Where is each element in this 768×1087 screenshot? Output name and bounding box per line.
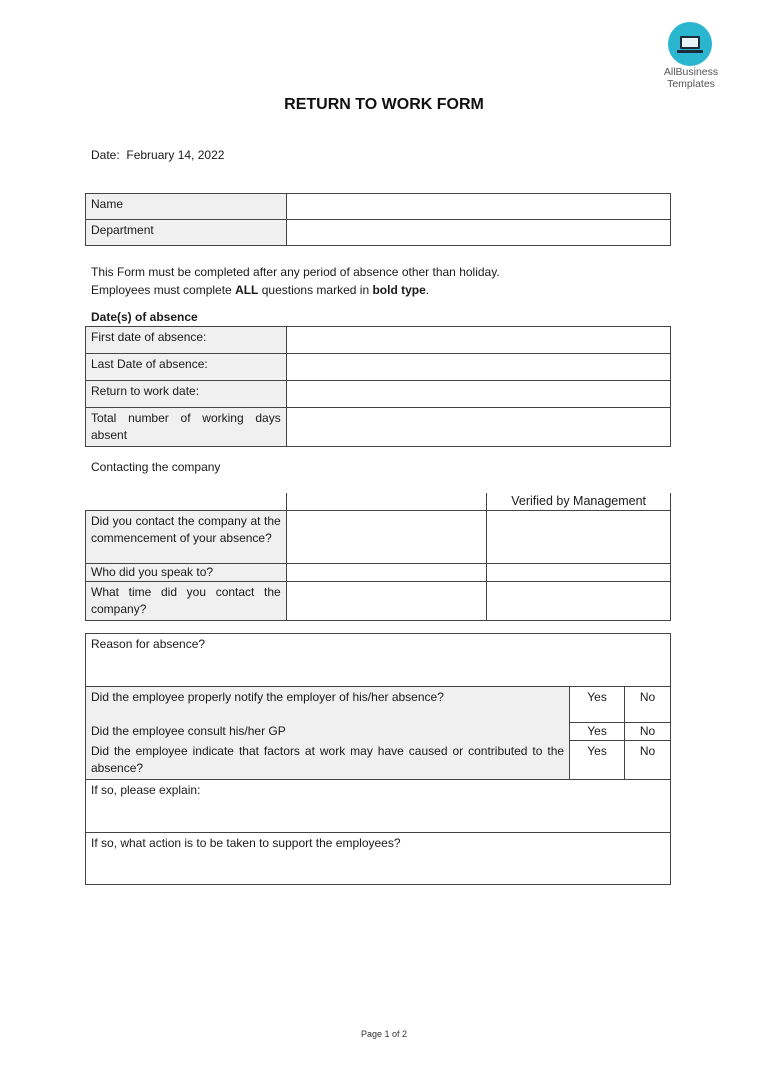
notify-yes[interactable]: Yes <box>570 687 625 723</box>
contact-q2-field[interactable] <box>286 564 487 582</box>
instructions-bold-all: ALL <box>235 283 259 297</box>
contact-q2-label: Who did you speak to? <box>86 564 287 582</box>
date-line <box>91 148 224 162</box>
notify-no[interactable]: No <box>625 687 671 723</box>
absence-heading: Date(s) of absence <box>91 310 198 324</box>
laptop-icon <box>668 22 712 66</box>
instructions-post: . <box>425 283 430 297</box>
verified-header: Verified by Management <box>487 493 671 511</box>
contact-q1-verified[interactable] <box>487 511 671 564</box>
reason-table <box>85 633 671 885</box>
department-field[interactable] <box>286 220 670 246</box>
department-label: Department <box>86 220 287 246</box>
contact-q1-label: Did you contact the company at the commencement of your absence? <box>86 511 287 564</box>
instructions-line2 <box>91 283 429 297</box>
last-date-label: Last Date of absence: <box>86 354 287 381</box>
employee-table <box>85 193 671 246</box>
logo-text <box>648 66 734 90</box>
first-date-field[interactable] <box>286 327 670 354</box>
contact-q3-verified[interactable] <box>487 582 671 621</box>
last-date-field[interactable] <box>286 354 670 381</box>
first-date-label: First date of absence: <box>86 327 287 354</box>
instructions-mid: questions marked in <box>258 283 373 297</box>
contact-table <box>85 493 671 621</box>
form-title: RETURN TO WORK FORM <box>284 96 484 113</box>
date-value: February 14, 2022 <box>126 148 225 162</box>
contact-header-blank <box>86 493 287 511</box>
name-field[interactable] <box>286 194 670 220</box>
contact-q3-label: What time did you contact the company? <box>86 582 287 621</box>
return-date-field[interactable] <box>286 381 670 408</box>
logo-badge <box>668 22 712 66</box>
reason-label: Reason for absence? <box>86 634 671 687</box>
explain-label: If so, please explain: <box>86 779 671 832</box>
contact-q2-verified[interactable] <box>487 564 671 582</box>
total-days-field[interactable] <box>286 408 670 447</box>
date-label: Date: <box>91 148 120 162</box>
contact-q1-field[interactable] <box>286 511 487 564</box>
work-factors-no[interactable]: No <box>625 741 671 780</box>
total-days-label: Total number of working days absent <box>86 408 287 447</box>
work-factors-question: Did the employee indicate that factors at work may have caused or contributed to the absence? <box>86 741 570 780</box>
page-number: Page 1 of 2 <box>360 1029 408 1039</box>
return-date-label: Return to work date: <box>86 381 287 408</box>
instructions-line1: This Form must be completed after any period of absence other than holiday. <box>91 265 500 279</box>
contact-q3-field[interactable] <box>286 582 487 621</box>
logo-line2: Templates <box>667 78 715 90</box>
logo-line1: AllBusiness <box>663 66 719 78</box>
action-label: If so, what action is to be taken to support the employees? <box>86 832 671 884</box>
name-label: Name <box>86 194 287 220</box>
notify-question: Did the employee properly notify the employer of his/her absence? <box>86 687 570 723</box>
instructions-pre: Employees must complete <box>91 283 236 297</box>
contact-heading: Contacting the company <box>91 460 221 474</box>
contact-header-blank2 <box>286 493 487 511</box>
gp-yes[interactable]: Yes <box>570 723 625 741</box>
work-factors-yes[interactable]: Yes <box>570 741 625 780</box>
absence-table <box>85 326 671 447</box>
gp-no[interactable]: No <box>625 723 671 741</box>
instructions-bold-type: bold type <box>372 283 426 297</box>
gp-question: Did the employee consult his/her GP <box>86 723 570 741</box>
